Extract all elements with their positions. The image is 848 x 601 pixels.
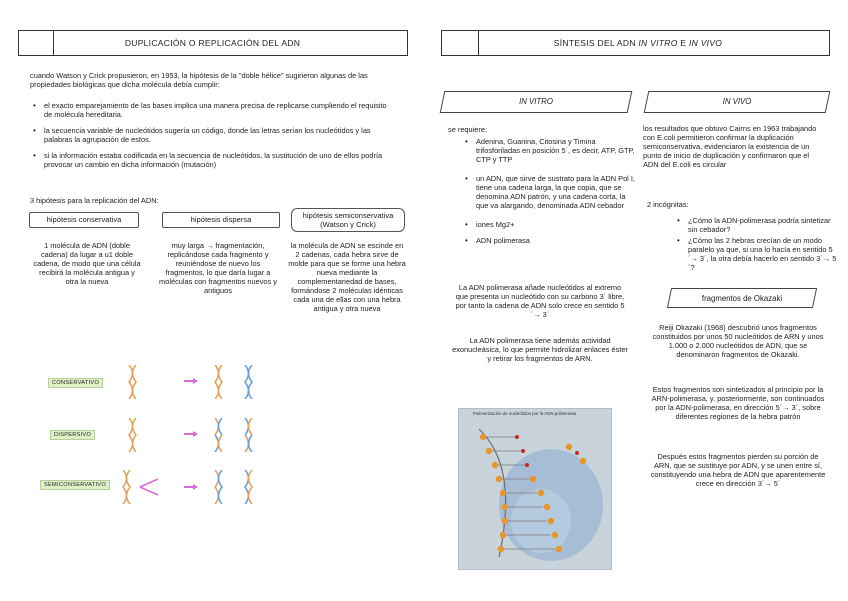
requires-label: se requiere: [448, 125, 488, 134]
list-item: • si la información estaba codificada en la secuencia de nucleótidos, la sustitución de uno de ellos podría provocar un cambio en dicha información (mutación) [44, 151, 389, 169]
arrow-right-icon [184, 378, 198, 384]
list-item: • ¿Cómo la ADN-polimerasa podría sintetizar sin cebador? [688, 216, 840, 234]
dna-helix-icon [128, 365, 137, 399]
arrow-right-icon [184, 484, 198, 490]
title-bar-left-cell [442, 31, 479, 55]
dna-helix-icon [244, 418, 253, 452]
okazaki-label: fragmentos de Okazaki [701, 294, 783, 303]
title-in-vitro: IN VITRO [638, 38, 678, 48]
requirements-list [464, 137, 636, 252]
list-item: • el exacto emparejamiento de las bases implica una manera precisa de replicarse cumpliendo el requisito de molécula hereditaria. [44, 101, 389, 119]
dna-helix-icon [244, 365, 253, 399]
title-bar-right-cell [797, 31, 829, 55]
in-vivo-paragraph-4: Después estos fragmentos pierden su porción de ARN, que se sustituye por ADN, y se unen entre sí, constituyendo una hebra de ADN que aparentemente crece en dirección 3´→ 5´ [650, 452, 826, 488]
in-vitro-paragraph-2: La ADN polimerasa tiene además actividad exonucleásica, lo que permite hidrolizar enlaces éster y retirar los fragmentos de ARN. [452, 336, 628, 363]
left-title-bar [18, 30, 408, 56]
list-item: • ¿Cómo las 2 hebras crecían de un modo paralelo ya que, si una lo hacía en sentido 5´→ 3´, la otra debía hacerlo en sentido 3´→ 5´? [688, 236, 840, 272]
tag-dispersive: DISPERSIVO [50, 430, 95, 440]
list-item: • un ADN, que sirve de sustrato para la ADN Pol I, tiene una cadena larga, la que copia, que se denomina ADN patrón, y una cadena corta, la que va alargando, denominada ADN cebador [476, 174, 636, 210]
title-bar-left-cell [19, 31, 54, 55]
polymerase-figure [458, 408, 612, 570]
tag-conservative: CONSERVATIVO [48, 378, 103, 388]
polymerase-diagram [459, 417, 611, 569]
hypotheses-heading: 3 hipótesis para la replicación del ADN: [30, 196, 159, 205]
arrow-right-icon [184, 431, 198, 437]
list-item: • la secuencia variable de nucleótidos sugería un código, donde las letras serían los nucleótidos y las palabras la agrupación de estos. [44, 126, 389, 144]
questions-list [676, 216, 840, 279]
hypothesis-conservative-box: hipótesis conservativa [29, 212, 139, 228]
in-vitro-label: IN VITRO [519, 97, 553, 106]
title-plain: SÍNTESIS DEL ADN [553, 38, 636, 48]
in-vitro-paragraph-1: La ADN polimerasa añade nucleótidos al extremo que presenta un nucleótido con su carbono 3´ libre, por tanto la cadena de ADN solo crece en sentido 5´→ 3´ [455, 283, 625, 319]
title-bar-right-cell [371, 31, 407, 55]
dna-helix-icon [122, 470, 131, 504]
in-vivo-paragraph-2: Reiji Okazaki (1968) descubrió unos fragmentos constituidos por unos 50 nucleótidos de ARN y unos 1.000 o 2.000 nucleótidos de ADN, que se denominaron fragmentos de Okazaki. [652, 323, 824, 359]
tag-semiconservative: SEMICONSERVATIVO [40, 480, 110, 490]
properties-list [32, 101, 389, 176]
title-in-vivo: IN VIVO [688, 38, 723, 48]
title-connector: E [677, 38, 689, 48]
hypothesis-dispersive-text: muy larga → fragmentación, replicándose cada fragmento y reuniéndose de nuevo los fragmentos, lo que daría lugar a moléculas con fragmentos nuevos y antiguos [159, 241, 277, 295]
right-page-title [479, 31, 797, 55]
hypothesis-semiconservative-text: la molécula de ADN se escinde en 2 cadenas, cada hebra sirve de molde para que se forme una hebra nueva mediante la complementariedad de bases, formándose 2 moléculas idénticas cada una de ellas con una hebra antigua y otra nueva [288, 241, 406, 313]
incognitas-heading: 2 incógnitas: [647, 200, 689, 209]
hypothesis-dispersive-box: hipótesis dispersa [162, 212, 280, 228]
left-page-title: DUPLICACIÓN O REPLICACIÓN DEL ADN [124, 38, 301, 48]
list-item: • ADN polimerasa [476, 236, 636, 245]
list-item: • Adenina, Guanina, Citosina y Timina trifosforiladas en posición 5´, es decir, ATP, GTP, CTP y TTP [476, 137, 636, 164]
in-vivo-label: IN VIVO [722, 97, 752, 106]
strand-split-icon [138, 476, 160, 498]
dna-helix-icon [214, 365, 223, 399]
dna-helix-icon [128, 418, 137, 452]
intro-paragraph: cuando Watson y Crick propusieron, en 1953, la hipótesis de la "doble hélice" sugirieron algunas de las propiedades biológicas que dicha molécula debía cumplir: [30, 71, 368, 89]
list-item: • iones Mg2+ [476, 220, 636, 229]
figure-caption: Polimerización de nucleótidos por la ADN polimerasa [473, 411, 577, 416]
dna-helix-icon [214, 418, 223, 452]
hypothesis-semiconservative-box: hipótesis semiconservativa (Watson y Crick) [291, 208, 405, 232]
in-vivo-paragraph-1: los resultados que obtuvo Cairns en 1963 trabajando con E.coli permitieron confirmar la duplicación semiconservativa, evidenciaron la existencia de un punto de inicio de duplicación y confirmaron que el ADN del E.coli es circular [643, 124, 817, 169]
right-title-bar [441, 30, 830, 56]
dna-helix-icon [244, 470, 253, 504]
in-vivo-paragraph-3: Estos fragmentos son sintetizados al principio por la ARN-polimerasa, y, posteriormente, son continuados por la ADN-polimerasa, en dirección 5´→ 3´, sobre diferentes regiones de la hebra patrón [651, 385, 825, 421]
hypothesis-conservative-text: 1 molécula de ADN (doble cadena) da lugar a u1 doble cadena, de modo que una célula recibirá la molécula antigua y otra la nueva [33, 241, 141, 286]
dna-helix-icon [214, 470, 223, 504]
